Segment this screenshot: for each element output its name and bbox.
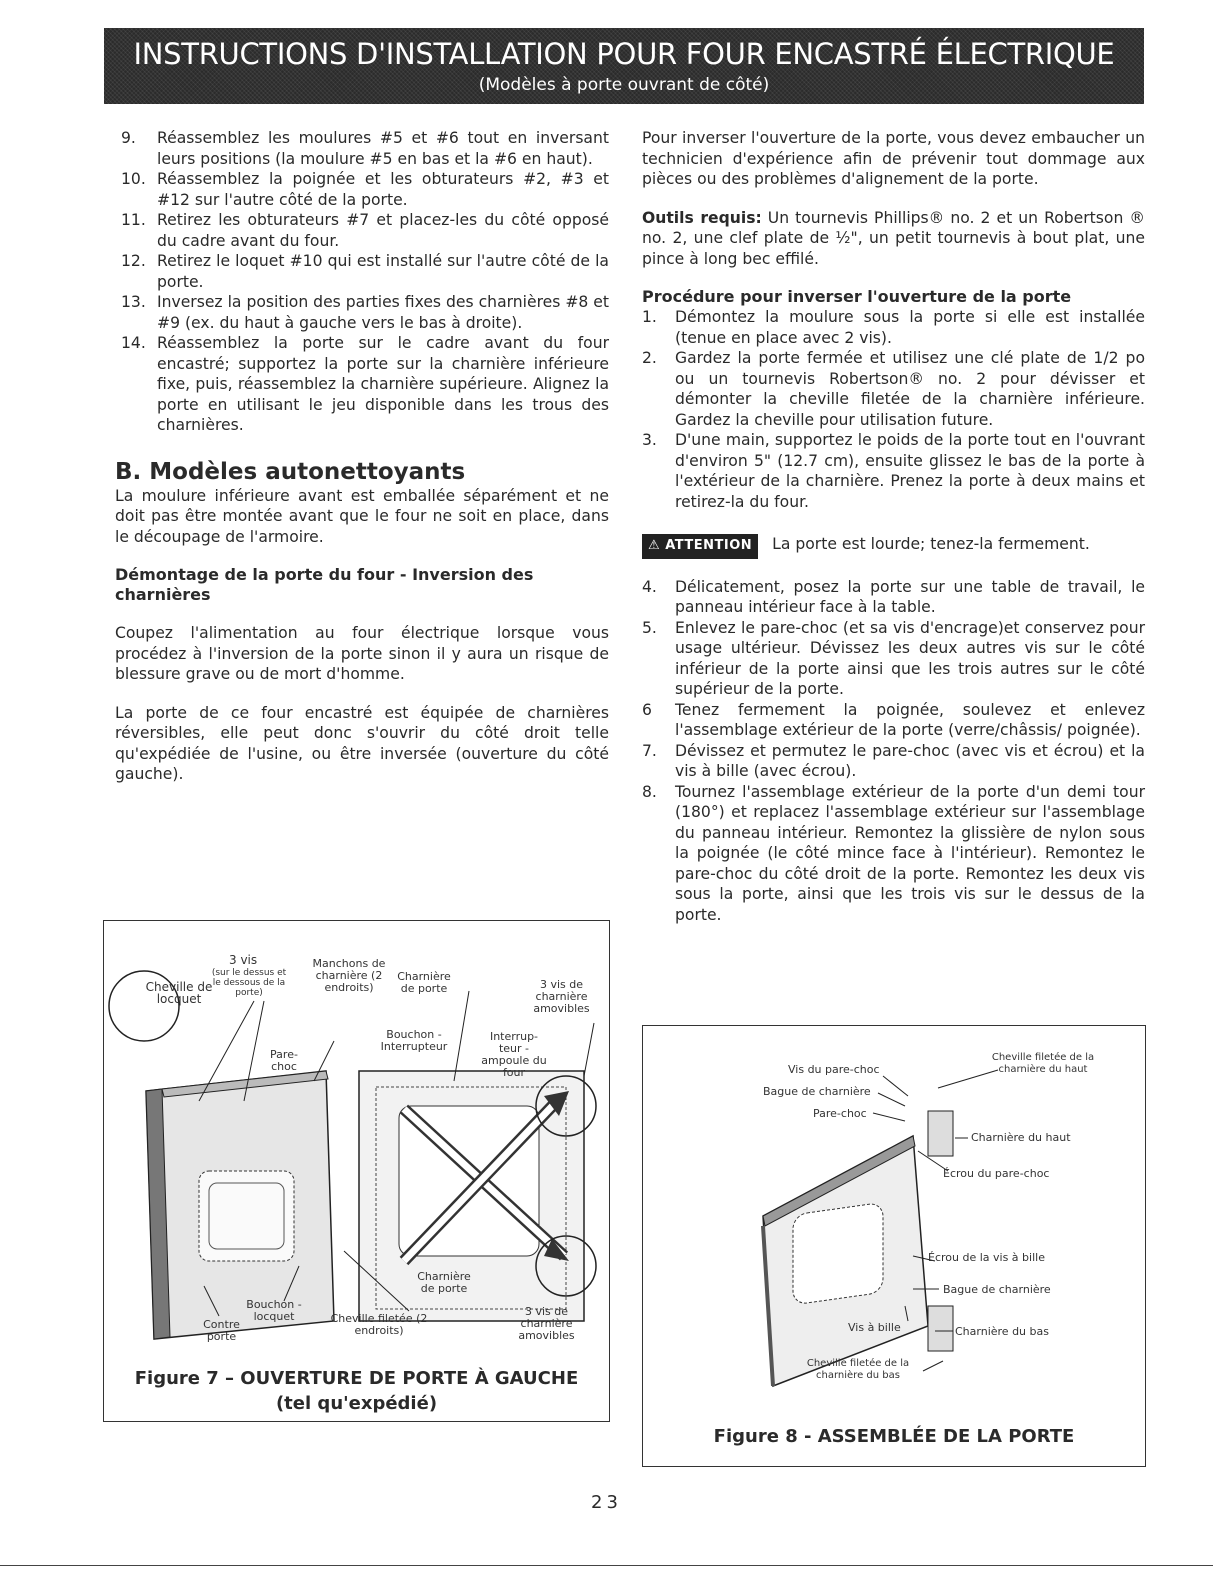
list-item: 6 Tenez fermement la poignée, soulevez et enlevez l'assemblage extérieur de la porte (verre/châssis/ poignée). — [642, 700, 1145, 739]
figure-7 — [103, 920, 610, 1422]
fig7-label-pare-choc: Pare-choc — [270, 1048, 298, 1073]
section-title: B. Modèles autonettoyants — [115, 458, 466, 485]
procedure-title: Procédure pour inverser l'ouverture de la porte — [642, 287, 1072, 306]
procedure-steps-b — [642, 577, 1145, 926]
page-title: INSTRUCTIONS D'INSTALLATION POUR FOUR ENCASTRÉ ÉLECTRIQUE — [133, 37, 1115, 71]
warning-badge: ⚠ ATTENTION — [642, 534, 758, 559]
tools-paragraph — [642, 208, 1145, 270]
list-item: 12. Retirez le loquet #10 qui est installé sur l'autre côté de la porte. — [121, 252, 609, 291]
warning-paragraph: Coupez l'alimentation au four électrique lorsque vous procédez à l'inversion de la porte sinon il y aura un risque de blessure grave ou de mort d'homme. — [115, 624, 609, 683]
section-intro: La moulure inférieure avant est emballée séparément et ne doit pas être montée avant que le four ne soit en place, dans le découpage de l'armoire. — [115, 486, 609, 546]
fig8-label-charniere-haut: Charnière du haut — [971, 1131, 1071, 1144]
fig8-label-vis-bille: Vis à bille — [848, 1321, 901, 1334]
hinge-paragraph: La porte de ce four encastré est équipée de charnières réversibles, elle peut donc s'ouvrir du côté droit telle qu'expédiée de l'usine, ou être inversée (ouverture du côté gauche). — [115, 703, 609, 783]
fig8-label-ecrou-pare-choc: Écrou du pare-choc — [943, 1167, 1050, 1180]
list-item: 4. Délicatement, posez la porte sur une table de travail, le panneau intérieur face à la table. — [642, 577, 1145, 616]
fig7-label-3-vis: 3 vis — [229, 953, 258, 967]
figure-8-illustration — [643, 1026, 1145, 1406]
figure-8 — [642, 1025, 1146, 1467]
list-item: 11. Retirez les obturateurs #7 et placez-les du côté opposé du cadre avant du four. — [121, 211, 609, 250]
fig8-label-vis-pare-choc: Vis du pare-choc — [788, 1063, 880, 1076]
page-number: 23 — [591, 1492, 622, 1513]
list-item: 14. Réassemblez la porte sur le cadre avant du four encastré; supportez la porte sur la charnière inférieure fixe, puis, réassemblez la charnière supérieure. Alignez la porte en utilisant le jeu disponible dans les trous des charnières. — [121, 334, 609, 434]
page-subtitle: (Modèles à porte ouvrant de côté) — [478, 75, 770, 95]
fig7-label-contre-porte: Contre porte — [203, 1318, 240, 1343]
fig8-label-charniere-bas: Charnière du bas — [955, 1325, 1049, 1338]
figure-7-caption: Figure 7 – OUVERTURE DE PORTE À GAUCHE — [134, 1368, 579, 1389]
fig7-label-bouchon-locquet: Bouchon - locquet — [246, 1298, 302, 1323]
fig7-label-cheville-loquet: Cheville de locquet — [145, 980, 213, 1006]
list-item: 1. Démontez la moulure sous la porte si elle est installée (tenue en place avec 2 vis). — [642, 308, 1145, 347]
list-item: 3. D'une main, supportez le poids de la porte tout en l'ouvrant d'environ 5" (12.7 cm), ensuite glissez le bas de la porte à l'extérieur de la charnière. Prenez la porte à deux mains et retirez-la du four. — [642, 431, 1145, 511]
title-banner — [104, 28, 1144, 104]
fig8-label-ecrou-vis-bille: Écrou de la vis à bille — [928, 1251, 1045, 1264]
list-item: 2. Gardez la porte fermée et utilisez une clé plate de 1/2 po ou un tournevis Robertson® no. 2 pour dévisser et démonter la cheville filetée de la charnière inférieure. Gardez la cheville pour utilisation future. — [642, 349, 1145, 429]
fig8-label-cheville-haut: Cheville filetée de la charnière du haut — [991, 1052, 1095, 1075]
procedure-steps-a — [642, 307, 1145, 512]
left-steps-list — [115, 128, 609, 436]
tools-label: Outils requis: — [642, 208, 762, 227]
figure-7-caption-sub: (tel qu'expédié) — [275, 1393, 438, 1414]
fig8-label-bague-charniere-top: Bague de charnière — [763, 1085, 871, 1098]
list-item: 8. Tournez l'assemblage extérieur de la porte d'un demi tour (180°) et replacez l'assemblage extérieur sur l'assemblage du panneau intérieur. Remontez la glissière de nylon sous la poignée (le côté mince face à l'intérieur). Remontez le pare-choc du côté droit de la porte. Remontez les deux vis sous la porte, ainsi que les trois vis sur le dessus de la porte. — [642, 782, 1145, 924]
fig7-label-charniere-porte-bottom: Charnière de porte — [417, 1270, 471, 1295]
list-item: 9. Réassemblez les moulures #5 et #6 tout en inversant leurs positions (la moulure #5 en bas et la #6 en haut). — [121, 129, 609, 168]
fig7-label-bouchon-interrupteur: Bouchon - Interrupteur — [380, 1028, 448, 1053]
tools-text: Un tournevis Phillips® no. 2 et un Robertson ® no. 2, une clef plate de ½", un petit tournevis à bout plat, une pince à long bec effilé. — [642, 208, 1145, 268]
fig7-label-interrupteur-ampoule: Interrup-teur - ampoule du four — [481, 1030, 547, 1079]
fig7-label-cheville-filetee: Cheville filetée (2 endroits) — [330, 1312, 428, 1337]
fig7-label-manchons: Manchons de charnière (2 endroits) — [312, 957, 386, 994]
warning-text: La porte est lourde; tenez-la fermement. — [772, 535, 1090, 553]
fig7-label-3-vis-amov-bottom: 3 vis de charnière amovibles — [518, 1305, 575, 1342]
list-item: 13. Inversez la position des parties fixes des charnières #8 et #9 (ex. du haut à gauche vers le bas à droite). — [121, 293, 609, 332]
fig8-label-bague-charniere-bottom: Bague de charnière — [943, 1283, 1051, 1296]
fig7-label-3-vis-amov-top: 3 vis de charnière amovibles — [533, 978, 590, 1015]
left-column — [115, 128, 609, 785]
subsection-title: Démontage de la porte du four - Inversion des charnières — [115, 565, 534, 604]
list-item: 7. Dévissez et permutez le pare-choc (avec vis et écrou) et la vis à bille (avec écrou). — [642, 741, 1145, 780]
fig8-label-pare-choc: Pare-choc — [813, 1107, 867, 1120]
fig8-label-cheville-bas: Cheville filetée de la charnière du bas — [806, 1358, 910, 1381]
warning-line — [642, 534, 1145, 559]
fig7-label-charniere-porte: Charnière de porte — [397, 970, 451, 995]
right-column — [642, 128, 1145, 925]
list-item: 10. Réassemblez la poignée et les obturateurs #2, #3 et #12 sur l'autre côté de la porte. — [121, 170, 609, 209]
list-item: 5. Enlevez le pare-choc (et sa vis d'encrage)et conservez pour usage ultérieur. Dévissez les deux autres vis sur le côté inférieur de la porte ainsi que les trois autres sur le côté supérieur de la porte. — [642, 618, 1145, 698]
fig7-label-3-vis-sub: (sur le dessus et le dessous de la porte) — [211, 968, 287, 998]
intro-paragraph: Pour inverser l'ouverture de la porte, vous devez embaucher un technicien d'expérience afin de prévenir tout dommage aux pièces ou des problèmes d'alignement de la porte. — [642, 129, 1145, 188]
bottom-rule — [0, 1565, 1213, 1566]
figure-8-caption: Figure 8 - ASSEMBLÉE DE LA PORTE — [713, 1426, 1075, 1447]
